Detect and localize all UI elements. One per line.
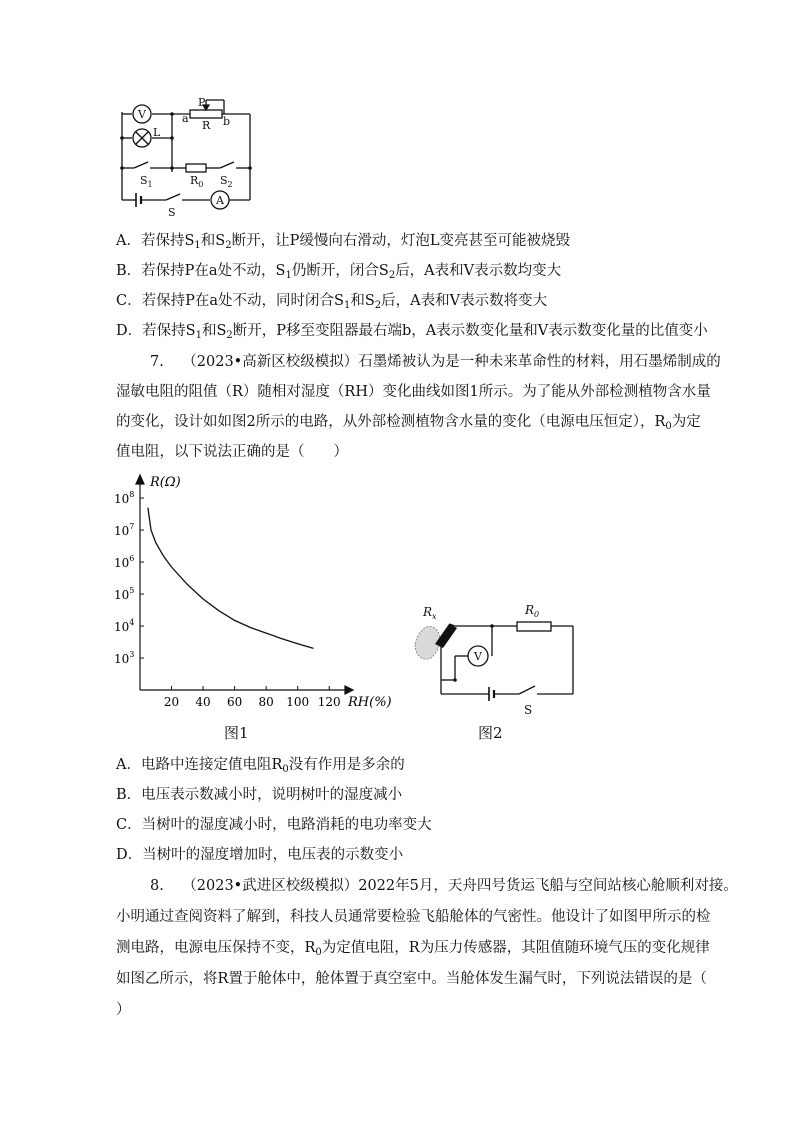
q8-stem-line-3: 测电路，电源电压保持不变，$R_0$为定值电阻，R为压力传感器，其阻值随环境气压的变化规律 [116, 940, 710, 958]
q7-option-a: A．电路中连接定值电阻$R_0$没有作用是多余的 [116, 757, 405, 775]
q6-option-b: B．若保持P在a处不动，$S_1$仍断开，闭合$S_2$后，A表和V表示数均变大 [116, 263, 562, 281]
y-tick-label: $10^3$ [114, 650, 135, 666]
q6-option-d: D．若保持$S_1$和$S_2$断开，P移至变阻器最右端b，A表示数变化量和V表示数变化量的比值变小 [116, 323, 708, 341]
figure-1-caption: 图1 [224, 724, 249, 742]
q7-number: 7. [150, 354, 164, 370]
humidity-resistance-chart [100, 470, 400, 720]
switch-s1-label: $S_1$ [140, 174, 153, 189]
resistor-r0-label: $R_0$ [190, 174, 204, 189]
y-tick-label: $10^5$ [114, 586, 135, 602]
q7-option-d: D．当树叶的湿度增加时，电压表的示数变小 [116, 847, 404, 863]
x-tick-label: 120 [317, 695, 341, 709]
q8-stem-line-2: 小明通过查阅资料了解到，科技人员通常要检验飞船舱体的气密性。他设计了如图甲所示的检 [116, 909, 711, 925]
x-tick-label: 20 [163, 695, 180, 709]
rheostat-end-a-label: a [182, 112, 189, 125]
q6-option-c: C．若保持P在a处不动，同时闭合$S_1$和$S_2$后，A表和V表示数将变大 [116, 293, 548, 311]
q8-stem-line-5: ） [116, 1002, 131, 1018]
sensor-rx-label: $R_x$ [423, 605, 437, 621]
q7-stem-line-4: 值电阻，以下说法正确的是（ ） [116, 444, 348, 460]
switch-s2-label: $S_2$ [220, 174, 233, 189]
lamp-label: L [153, 126, 161, 139]
q7-stem-line-3: 的变化，设计如如图2所示的电路，从外部检测植物含水量的变化（电源电压恒定），$R_0$为定 [116, 414, 701, 432]
q7-stem-line-1: 7. （2023•高新区校级模拟）石墨烯被认为是一种未来革命性的材料，用石墨烯制成的 [150, 354, 721, 370]
chart-y-axis-label: R(Ω) [150, 475, 181, 490]
figure-2-caption: 图2 [478, 724, 503, 742]
y-tick-label: $10^7$ [114, 522, 135, 538]
voltmeter-label: V [138, 108, 146, 121]
circuit-diagram-q6 [112, 92, 262, 220]
q7-option-b: B．电压表示数减小时，说明树叶的湿度减小 [116, 787, 403, 803]
slider-label: P [198, 96, 206, 109]
x-tick-label: 60 [226, 695, 243, 709]
q7-option-c: C．当树叶的湿度减小时，电路消耗的电功率变大 [116, 817, 432, 833]
series-line [148, 508, 314, 649]
switch-s-label: S [168, 206, 176, 219]
x-tick-label: 40 [195, 695, 211, 709]
q8-stem-line-1: 8. （2023•武进区校级模拟）2022年5月，天舟四号货运飞船与空间站核心舱顺利对接。 [150, 878, 738, 894]
voltmeter-label: V [474, 650, 482, 663]
rheostat-end-b-label: b [223, 115, 231, 128]
ammeter-label: A [216, 194, 224, 207]
q8-number: 8. [150, 878, 164, 894]
y-tick-label: $10^8$ [114, 490, 135, 506]
chart-x-axis-label: RH(%) [348, 695, 392, 710]
resistor-r0-label: $R_0$ [525, 603, 540, 619]
q7-stem-line-2: 湿敏电阻的阻值（R）随相对湿度（RH）变化曲线如图1所示。为了能从外部检测植物含水量 [116, 384, 711, 400]
q8-stem-line-4: 如图乙所示，将R置于舱体中，舱体置于真空室中。当舱体发生漏气时，下列说法错误的是（ [116, 971, 707, 987]
switch-s-label: S [524, 703, 533, 717]
q6-option-a: A．若保持$S_1$和$S_2$断开，让P缓慢向右滑动，灯泡L变亮甚至可能被烧毁 [116, 233, 570, 251]
x-tick-label: 100 [286, 695, 310, 709]
x-tick-label: 80 [258, 695, 274, 709]
rheostat-label: R [202, 119, 211, 132]
y-tick-label: $10^6$ [114, 554, 135, 570]
y-tick-label: $10^4$ [114, 618, 135, 634]
circuit-diagram-q7 [405, 600, 585, 720]
